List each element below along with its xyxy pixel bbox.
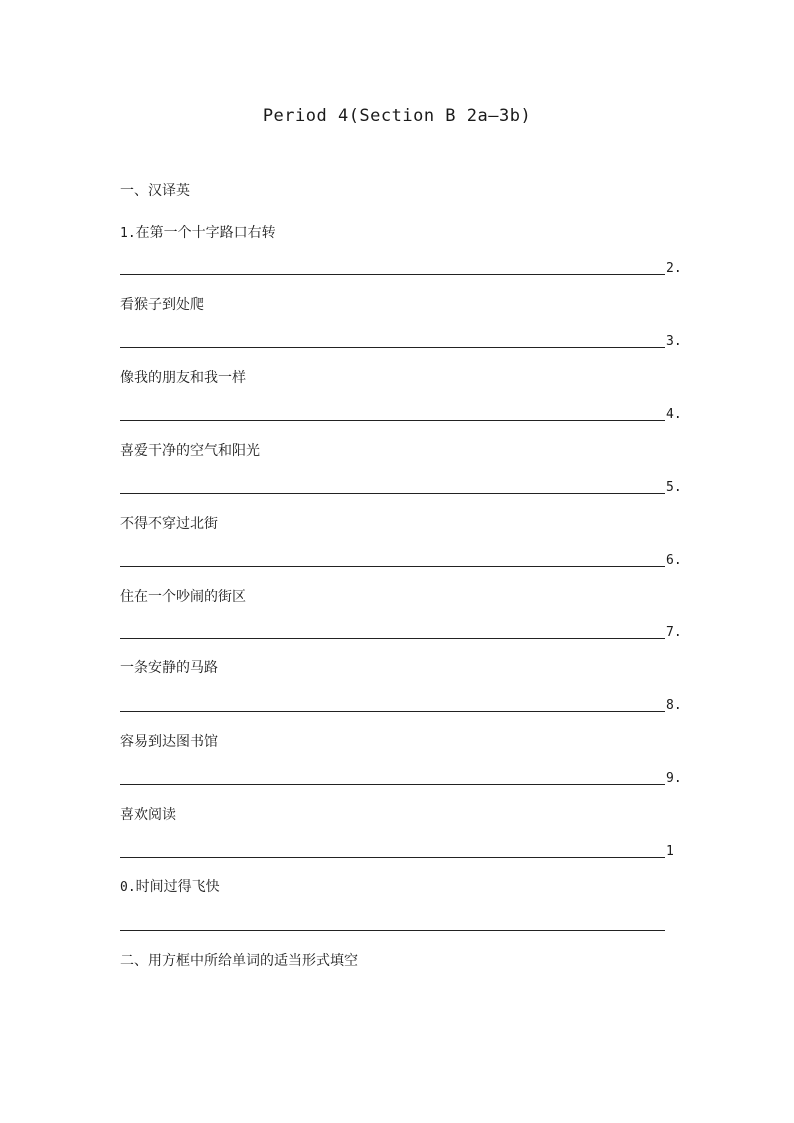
item-number: 6. xyxy=(666,553,682,568)
answer-line-2[interactable] xyxy=(120,347,665,348)
answer-line-5[interactable] xyxy=(120,566,665,567)
item-number: 3. xyxy=(666,334,682,349)
answer-line-9[interactable] xyxy=(120,857,665,858)
item-number: 2. xyxy=(666,261,682,276)
item-number: 9. xyxy=(666,771,682,786)
item-number: 1 xyxy=(666,844,674,859)
prompt-2: 看猴子到处爬 xyxy=(120,297,204,313)
prompt-3: 像我的朋友和我一样 xyxy=(120,370,246,386)
prompt-text: 时间过得飞快 xyxy=(135,879,220,895)
answer-line-4[interactable] xyxy=(120,493,665,494)
prompt-5: 不得不穿过北街 xyxy=(120,516,218,532)
answer-line-8[interactable] xyxy=(120,784,665,785)
prompt-1 xyxy=(120,223,276,244)
prompt-10 xyxy=(120,877,220,898)
answer-line-10[interactable] xyxy=(120,930,665,931)
item-number: 4. xyxy=(666,407,682,422)
answer-line-7[interactable] xyxy=(120,711,665,712)
item-number: 1. xyxy=(120,226,136,241)
item-number: 5. xyxy=(666,480,682,495)
prompt-6: 住在一个吵闹的街区 xyxy=(120,589,246,605)
prompt-9: 喜欢阅读 xyxy=(120,807,176,823)
prompt-7: 一条安静的马路 xyxy=(120,660,218,676)
answer-line-6[interactable] xyxy=(120,638,665,639)
section-heading-translation: 一、汉译英 xyxy=(120,183,190,199)
section-heading-fill-in: 二、用方框中所给单词的适当形式填空 xyxy=(120,953,358,969)
answer-line-1[interactable] xyxy=(120,274,665,275)
item-number: 7. xyxy=(666,625,682,640)
answer-line-3[interactable] xyxy=(120,420,665,421)
prompt-text: 在第一个十字路口右转 xyxy=(135,225,276,241)
prompt-8: 容易到达图书馆 xyxy=(120,734,218,750)
item-number: 0. xyxy=(120,880,136,895)
page-title: Period 4(Section B 2a—3b) xyxy=(262,106,532,126)
item-number: 8. xyxy=(666,698,682,713)
prompt-4: 喜爱干净的空气和阳光 xyxy=(120,443,260,459)
